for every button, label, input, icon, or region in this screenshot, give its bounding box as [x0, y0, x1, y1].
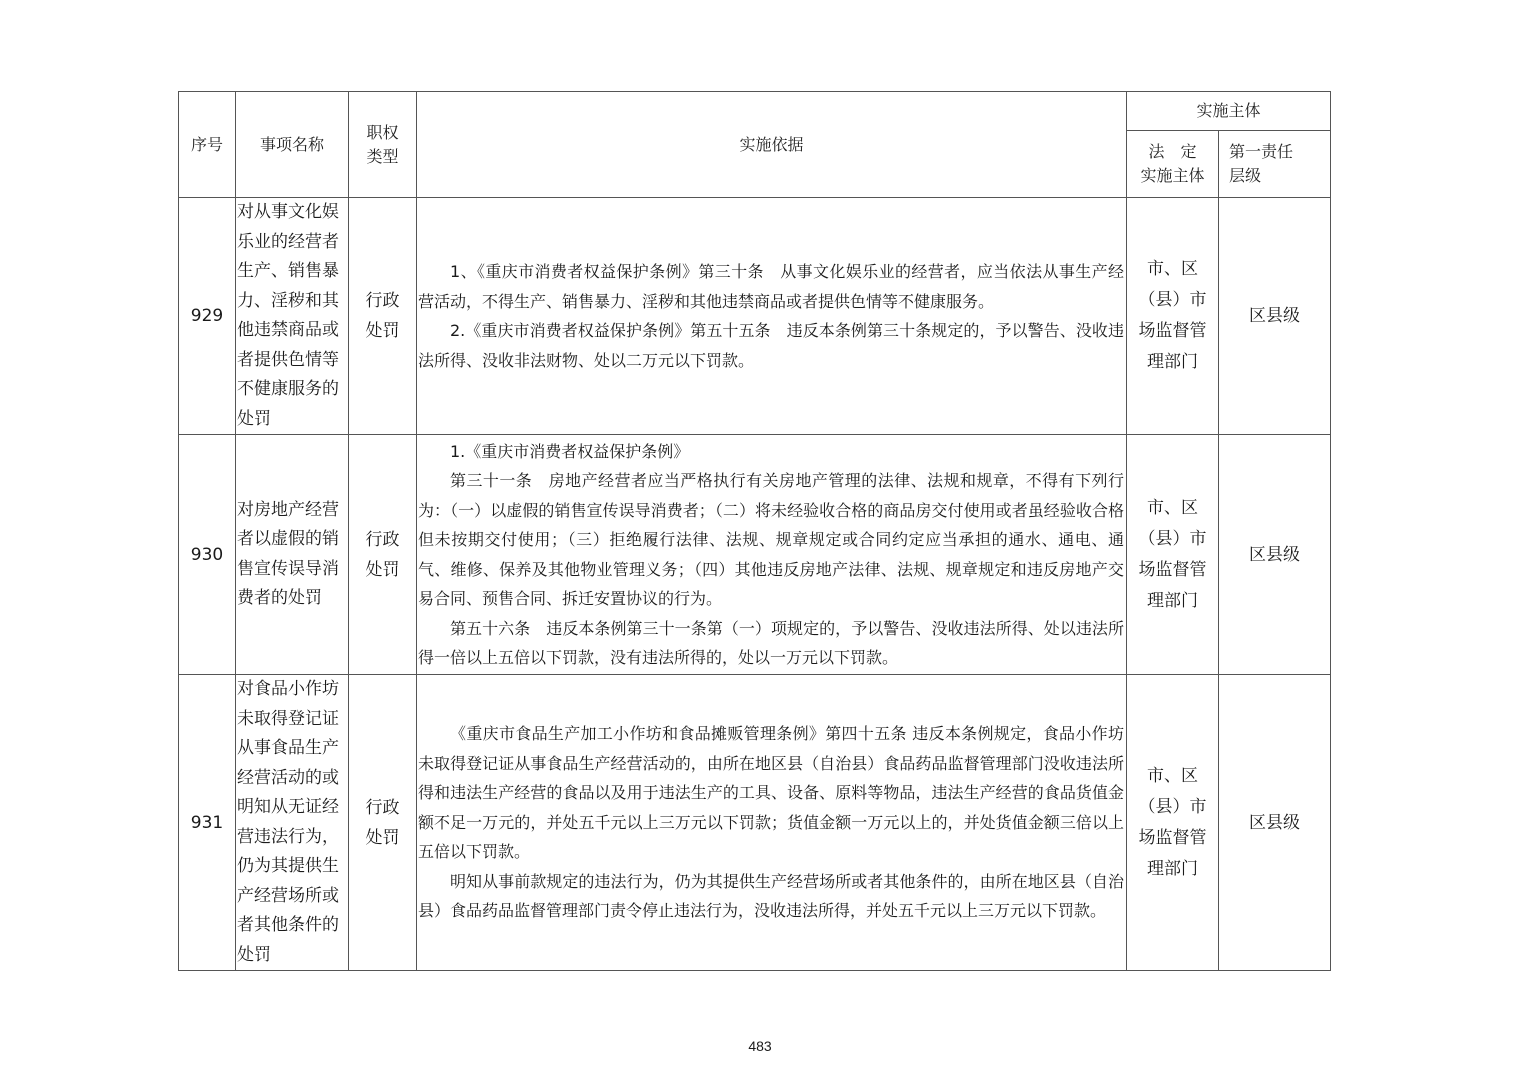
- table-row: [179, 198, 1331, 435]
- row-subject-text: 市、区（县）市场监督管理部门: [1138, 765, 1207, 879]
- powers-table: [178, 91, 1331, 971]
- header-legal-subject-line2: 实施主体: [1140, 166, 1205, 185]
- header-legal-subject: [1127, 131, 1219, 198]
- header-type: [349, 92, 417, 198]
- row-level: 区县级: [1219, 675, 1331, 971]
- header-level-line1: 第一责任: [1229, 142, 1294, 161]
- row-item-name: 对从事文化娱乐业的经营者生产、销售暴力、淫秽和其他违禁商品或者提供色情等不健康服务的处罚: [236, 198, 349, 435]
- row-type: [349, 675, 417, 971]
- basis-paragraph: 1、《重庆市消费者权益保护条例》第三十条 从事文化娱乐业的经营者，应当依法从事生产经营活动，不得生产、销售暴力、淫秽和其他违禁商品或者提供色情等不健康服务。: [418, 262, 1124, 311]
- table-row: [179, 435, 1331, 675]
- row-type-text: 行政处罚: [365, 797, 400, 848]
- header-type-text: 职权类型: [366, 122, 399, 166]
- basis-paragraph: 明知从事前款规定的违法行为，仍为其提供生产经营场所或者其他条件的，由所在地区县（自治县）食品药品监督管理部门责令停止违法行为，没收违法所得，并处五千元以上三万元以下罚款。: [418, 871, 1124, 921]
- header-level: [1219, 131, 1331, 198]
- header-legal-subject-line1: 法 定: [1148, 142, 1197, 161]
- row-subject: [1127, 435, 1219, 675]
- row-subject-text: 市、区（县）市场监督管理部门: [1138, 259, 1207, 372]
- basis-paragraph: 第五十六条 违反本条例第三十一条第（一）项规定的，予以警告、没收违法所得、处以违法所得一倍以上五倍以下罚款，没有违法所得的，处以一万元以下罚款。: [418, 618, 1124, 667]
- row-subject-text: 市、区（县）市场监督管理部门: [1138, 497, 1207, 611]
- header-subject-group: 实施主体: [1127, 92, 1331, 131]
- header-seq: 序号: [179, 92, 236, 198]
- row-basis: [417, 435, 1127, 675]
- page-number: 483: [748, 1038, 772, 1054]
- row-seq: 931: [179, 675, 236, 971]
- row-type: [349, 435, 417, 675]
- row-level: 区县级: [1219, 198, 1331, 435]
- header-basis: 实施依据: [417, 92, 1127, 198]
- row-subject: [1127, 675, 1219, 971]
- basis-paragraph: 《重庆市食品生产加工小作坊和食品摊贩管理条例》第四十五条 违反本条例规定，食品小作坊未取得登记证从事食品生产经营活动的，由所在地区县（自治县）食品药品监督管理部门没收违法所得和违法生产经营的食品以及用于违法生产的工具、设备、原料等物品，违法生产经营的食品货值金额不足一万元的，并处五千元以上三万元以下罚款；货值金额一万元以上的，并处货值金额三倍以上五倍以下罚款。: [418, 724, 1124, 862]
- row-seq: 929: [179, 198, 236, 435]
- header-level-line2: 层级: [1229, 166, 1262, 185]
- row-subject: [1127, 198, 1219, 435]
- row-item-name: 对房地产经营者以虚假的销售宣传误导消费者的处罚: [236, 435, 349, 675]
- row-basis: [417, 198, 1127, 435]
- row-level: 区县级: [1219, 435, 1331, 675]
- header-name: 事项名称: [236, 92, 349, 198]
- row-type-text: 行政处罚: [365, 291, 400, 341]
- table-row: [179, 675, 1331, 971]
- basis-paragraph: 第三十一条 房地产经营者应当严格执行有关房地产管理的法律、法规和规章，不得有下列行为：（一）以虚假的销售宣传误导消费者；（二）将未经验收合格的商品房交付使用或者虽经验收合格但未按期交付使用；（三）拒绝履行法律、法规、规章规定或合同约定应当承担的通水、通电、通气、维修、保养及其他物业管理义务；（四）其他违反房地产法律、法规、规章规定和违反房地产交易合同、预售合同、拆迁安置协议的行为。: [418, 471, 1124, 608]
- row-basis: [417, 675, 1127, 971]
- row-type-text: 行政处罚: [365, 529, 400, 580]
- row-type: [349, 198, 417, 435]
- basis-paragraph: 2.《重庆市消费者权益保护条例》第五十五条 违反本条例第三十条规定的，予以警告、没收违法所得、没收非法财物、处以二万元以下罚款。: [418, 321, 1124, 370]
- row-seq: 930: [179, 435, 236, 675]
- row-item-name: 对食品小作坊未取得登记证从事食品生产经营活动的或明知从无证经营违法行为，仍为其提供生产经营场所或者其他条件的处罚: [236, 675, 349, 971]
- basis-paragraph: 1.《重庆市消费者权益保护条例》: [450, 441, 690, 461]
